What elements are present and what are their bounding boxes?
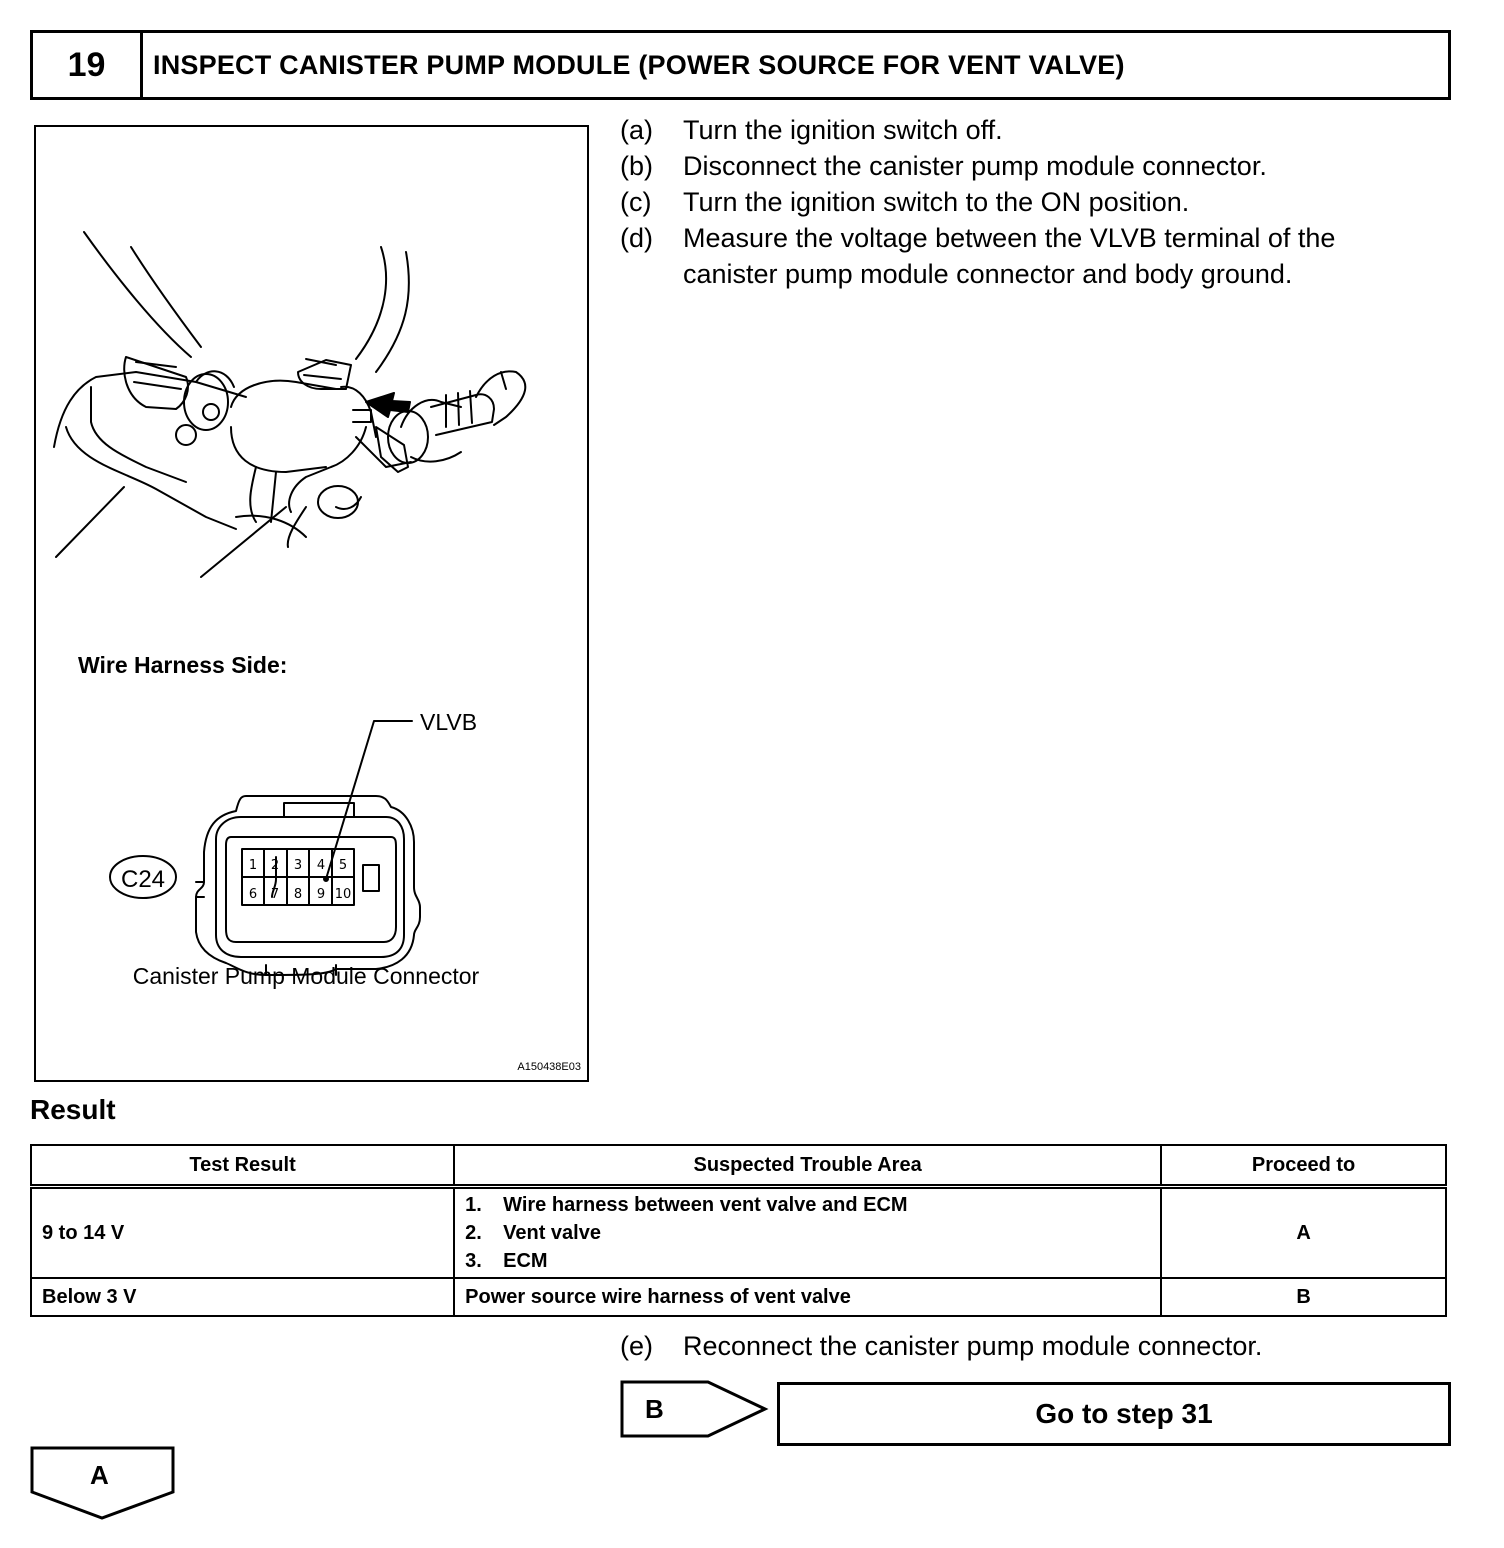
- harness-side-label: Wire Harness Side:: [78, 652, 288, 678]
- connector-code: C24: [120, 866, 166, 893]
- table-row: [31, 1187, 1446, 1279]
- instruction-list: [620, 112, 1470, 292]
- proceed-cell: B: [1161, 1278, 1446, 1316]
- instruction-item: [620, 220, 1470, 292]
- result-heading: Result: [30, 1094, 116, 1125]
- instruction-text: Turn the ignition switch to the ON position.: [683, 187, 1190, 217]
- go-to-step-31-box[interactable]: [777, 1382, 1451, 1446]
- pin-label: 3: [293, 858, 303, 873]
- list-number: 3.: [465, 1250, 482, 1272]
- proceed-cell: A: [1161, 1187, 1446, 1279]
- pin-label: 1: [248, 858, 258, 873]
- step-number: 19: [33, 33, 143, 97]
- test-result-cell: 9 to 14 V: [31, 1187, 454, 1279]
- component-drawing: [54, 232, 525, 577]
- trouble-area-cell: [454, 1187, 1161, 1279]
- list-text: Vent valve: [503, 1222, 601, 1244]
- instruction-text: Disconnect the canister pump module connector.: [683, 151, 1267, 181]
- vlvb-terminal-label: VLVB: [420, 709, 478, 735]
- step-header: [30, 30, 1451, 100]
- pin-label: 5: [338, 858, 348, 873]
- column-header: Test Result: [31, 1145, 454, 1187]
- connector-caption: Canister Pump Module Connector: [132, 963, 480, 989]
- instruction-text: Reconnect the canister pump module connector.: [683, 1331, 1263, 1361]
- vlvb-callout-line: [326, 721, 412, 879]
- connector-diagram: [196, 796, 420, 975]
- illustration-frame: [34, 125, 589, 1082]
- branch-a-label: A: [90, 1460, 109, 1490]
- trouble-area-cell: Power source wire harness of vent valve: [454, 1278, 1161, 1316]
- instruction-text: Measure the voltage between the VLVB terminal of the canister pump module connector and body ground.: [683, 223, 1336, 289]
- instruction-text: Turn the ignition switch off.: [683, 115, 1003, 145]
- instruction-letter: (c): [620, 187, 652, 217]
- instruction-letter: (d): [620, 223, 653, 253]
- figure-id: A150438E03: [517, 1061, 581, 1073]
- instruction-item: [620, 112, 1470, 148]
- table-row: [31, 1278, 1446, 1316]
- pin-label: 4: [316, 858, 326, 873]
- column-header: Proceed to: [1161, 1145, 1446, 1187]
- table-header-row: [31, 1145, 1446, 1187]
- instruction-item: [620, 184, 1470, 220]
- pin-label: 10: [334, 887, 352, 902]
- instruction-letter: (b): [620, 151, 653, 181]
- instruction-item-e: [620, 1331, 1262, 1362]
- go-to-step-label: Go to step 31: [1035, 1398, 1213, 1429]
- list-number: 2.: [465, 1222, 482, 1244]
- pin-label: 7: [270, 887, 280, 902]
- instruction-item: [620, 148, 1470, 184]
- result-table: [30, 1144, 1447, 1317]
- instruction-letter: (a): [620, 115, 653, 145]
- list-number: 1.: [465, 1194, 482, 1216]
- list-item: [465, 1247, 1150, 1275]
- pin-label: 2: [270, 858, 280, 873]
- column-header: Suspected Trouble Area: [454, 1145, 1161, 1187]
- list-item: [465, 1219, 1150, 1247]
- trouble-area-list: [465, 1191, 1150, 1275]
- component-illustration: [36, 127, 587, 1080]
- instruction-letter: (e): [620, 1331, 653, 1361]
- list-item: [465, 1191, 1150, 1219]
- step-title: INSPECT CANISTER PUMP MODULE (POWER SOURCE FOR VENT VALVE): [153, 49, 1125, 80]
- pin-label: 8: [293, 887, 303, 902]
- branch-b-label: B: [645, 1394, 664, 1424]
- branch-b-arrow-icon: [620, 1380, 770, 1440]
- pin-label: 9: [316, 887, 326, 902]
- list-text: Wire harness between vent valve and ECM: [503, 1194, 908, 1216]
- test-result-cell: Below 3 V: [31, 1278, 454, 1316]
- list-text: ECM: [503, 1250, 548, 1272]
- pin-label: 6: [248, 887, 258, 902]
